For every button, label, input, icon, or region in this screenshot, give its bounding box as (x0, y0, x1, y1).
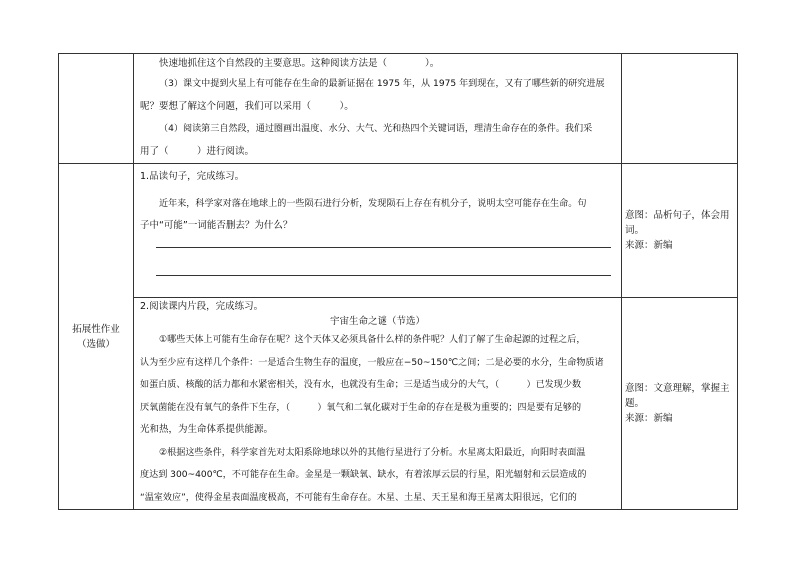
exercise-1-source: 来源：新编 (625, 240, 673, 251)
passage-p1-line5: 光和热，为生命体系提供能源。 (140, 424, 274, 435)
exercise-1-title: 1.品读句子，完成练习。 (140, 171, 245, 182)
question-3-line2: 呢？要想了解这个问题，我们可以采用（ ）。 (140, 100, 354, 112)
exercise-1-cell (134, 164, 622, 298)
passage-p2-line3: “温室效应”，使得金星表面温度极高，不可能有生命存在。木星、土星、天王星和海王星离太阳很远，它们的 (140, 492, 577, 503)
exercise-2-source: 来源：新编 (625, 413, 673, 424)
exercise-1-intent: 意图：品析句子，体会用词。 (625, 210, 730, 236)
passage-title: 宇宙生命之谜（节选） (329, 316, 425, 327)
answer-line-2[interactable] (156, 275, 611, 276)
empty-label-cell (59, 54, 134, 164)
passage-p1-line4: 厌氧菌能在没有氧气的条件下生存，（ ）氧气和二氧化碳对于生命的存在是极为重要的；四是要有足够的 (140, 402, 582, 413)
reading-method-questions (134, 54, 622, 164)
question-4-line1: （4）阅读第三自然段，通过圈画出温度、水分、大气、光和热四个关键词语，理清生命存在的条件。我们采 (159, 124, 593, 134)
exercise-2-intent: 意图：文意理解，掌握主题。 (625, 383, 730, 409)
exercise-2-cell (134, 298, 622, 510)
section-label: 拓展性作业 (72, 323, 120, 335)
passage-p1-line3: 如蛋白质、核酸的活力都和水紧密相关，没有水，也就没有生命；三是适当成分的大气，（ ）已发现少数 (140, 380, 582, 390)
passage-p2-line1: ②根据这些条件，科学家首先对太阳系除地球以外的其他行星进行了分析。水星离太阳最近，向阳时表面温 (159, 447, 586, 458)
exercise-1-text-line1: 近年来，科学家对落在地球上的一些陨石进行分析，发现陨石上存在有机分子，说明太空可能存在生命。句 (159, 198, 587, 209)
worksheet-table (58, 53, 738, 510)
table-row (59, 298, 738, 510)
question-2-continuation: 快速地抓住这个自然段的主要意思。这种阅读方法是（ ）。 (159, 58, 440, 69)
exercise-2-title: 2.阅读课内片段，完成练习。 (140, 301, 264, 312)
passage-p1-line1: ①哪些天体上可能有生命存在呢？这个天体又必须具备什么样的条件呢？人们了解了生命起源的过程之后， (159, 335, 586, 345)
empty-note-cell (622, 54, 738, 164)
question-3-line1: （3）课文中提到火星上有可能存在生命的最新证据在 1975 年，从 1975 年到现在，又有了哪些新的研究进展 (159, 79, 605, 89)
question-4-line2: 用了（ ）进行阅读。 (140, 145, 255, 157)
passage-p1-line2: 认为至少应有这样几个条件：一是适合生物生存的温度，一般应在−50~150℃之间；二是必要的水分，生命物质诸 (140, 357, 604, 368)
table-row (59, 54, 738, 164)
section-label-optional: （选做） (76, 338, 115, 350)
exercise-2-note-cell (622, 298, 738, 510)
table-row (59, 164, 738, 298)
section-label-cell (59, 164, 134, 510)
answer-line-1[interactable] (156, 247, 611, 248)
exercise-1-text-line2: 子中“可能”一词能否删去？为什么？ (140, 220, 293, 231)
passage-p2-line2: 度达到 300~400℃，不可能存在生命。金星是一颗缺氧、缺水，有着浓厚云层的行星，阳光辐射和云层造成的 (140, 470, 587, 480)
exercise-1-note-cell (622, 164, 738, 298)
